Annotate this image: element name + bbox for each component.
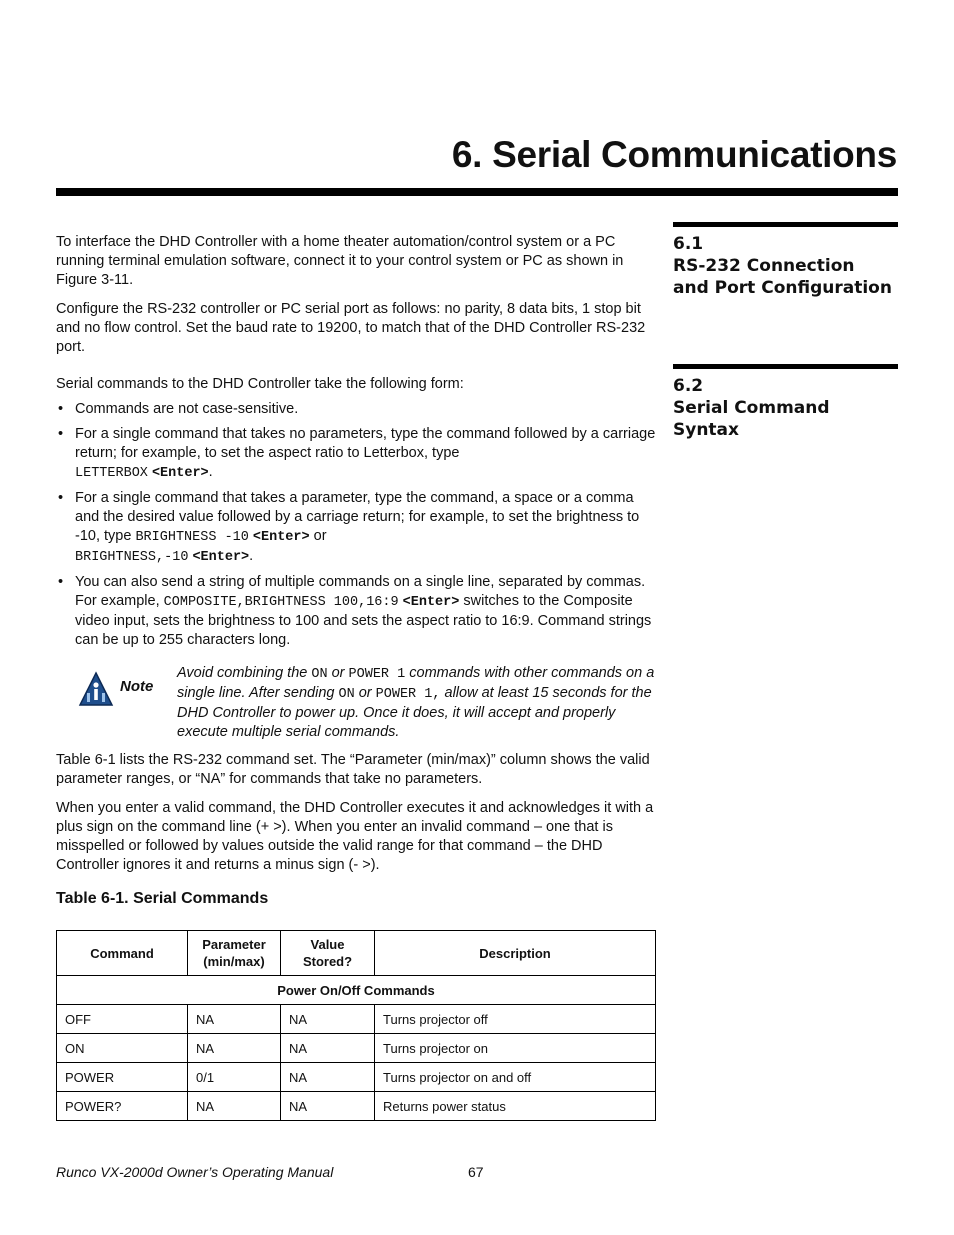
section-6-1-body	[56, 233, 656, 357]
section-number: 6.1	[673, 234, 704, 254]
cell: NA	[281, 1092, 375, 1121]
note-icon	[78, 671, 114, 707]
column-header: Parameter (min/max)	[188, 931, 281, 976]
footer-page-number: 67	[468, 1164, 484, 1180]
table-caption: Table 6-1. Serial Commands	[56, 890, 269, 907]
cell: ON	[57, 1034, 188, 1063]
chapter-rule	[56, 188, 898, 196]
paragraph-acknowledge: When you enter a valid command, the DHD Controller executes it and acknowledges it with a plus sign on the command line (+ >). When you enter an invalid command – one that is misspelled or followed by values outside the valid range for that command – the DHD Controller ignores it and returns a minus sign (- >).	[56, 800, 654, 873]
cell: Returns power status	[375, 1092, 656, 1121]
group-label: Power On/Off Commands	[57, 976, 656, 1005]
cell: POWER?	[57, 1092, 188, 1121]
cell: OFF	[57, 1005, 188, 1034]
cell: NA	[281, 1034, 375, 1063]
table-intro-body	[56, 751, 656, 875]
column-header: Description	[375, 931, 656, 976]
cell: Turns projector off	[375, 1005, 656, 1034]
list-item: • You can also send a string of multiple commands on a single line, separated by commas. For example, COMPOSITE,BRIGHTNESS 100,16:9 <Enter> switches to the Composite video input, sets the brightness to 100 and sets the aspect ratio to 16:9. Command strings can be up to 255 characters long.	[56, 573, 656, 650]
chapter-title: 6. Serial Communications	[451, 134, 897, 175]
cell: NA	[281, 1063, 375, 1092]
column-header: Value Stored?	[281, 931, 375, 976]
section-title-line: RS-232 Connection	[673, 256, 855, 276]
paragraph-configure: Configure the RS-232 controller or PC serial port as follows: no parity, 8 data bits, 1 stop bit and no flow control. Set the baud rate to 19200, to match that of the DHD Controller RS-232 port.	[56, 301, 646, 355]
cell: Turns projector on	[375, 1034, 656, 1063]
paragraph-table-intro: Table 6-1 lists the RS-232 command set. The “Parameter (min/max)” column shows the valid parameter ranges, or “NA” for commands that take no parameters.	[56, 752, 650, 787]
list-item: • Commands are not case-sensitive.	[56, 400, 656, 419]
table-row	[57, 1005, 656, 1034]
section-6-2-rule	[673, 364, 898, 369]
section-6-2-body	[56, 375, 656, 650]
section-title-line: Syntax	[673, 420, 739, 440]
cell: POWER	[57, 1063, 188, 1092]
cell: NA	[281, 1005, 375, 1034]
section-6-1-heading	[673, 233, 903, 299]
cell: NA	[188, 1034, 281, 1063]
cell: NA	[188, 1005, 281, 1034]
column-header: Command	[57, 931, 188, 976]
section-number: 6.2	[673, 376, 704, 396]
table-row	[57, 1063, 656, 1092]
section-6-1-rule	[673, 222, 898, 227]
section-title-line: Serial Command	[673, 398, 830, 418]
cell: NA	[188, 1092, 281, 1121]
table-group-row	[57, 976, 656, 1005]
note-text: Avoid combining the ON or POWER 1 commands with other commands on a single line. After sending ON or POWER 1, allow at least 15 seconds for the DHD Controller to power up. Once it does, it will accept and properly execute multiple serial commands.	[177, 665, 655, 740]
list-item: • For a single command that takes a parameter, type the command, a space or a comma and the desired value followed by a carriage return; for example, to set the brightness to -10, type BRIGHTNESS -10 <Enter> or BRIGHTNESS,-10 <Enter>.	[56, 489, 656, 567]
footer-manual-title: Runco VX-2000d Owner’s Operating Manual	[56, 1164, 334, 1180]
cell: 0/1	[188, 1063, 281, 1092]
section-title-line: and Port Configuration	[673, 278, 892, 298]
command-form-list	[56, 400, 656, 650]
paragraph-intro: Serial commands to the DHD Controller take the following form:	[56, 376, 464, 392]
table-row	[57, 1034, 656, 1063]
table-header-row	[57, 931, 656, 976]
cell: Turns projector on and off	[375, 1063, 656, 1092]
note-label: Note	[120, 678, 154, 695]
list-item: • For a single command that takes no parameters, type the command followed by a carriage return; for example, to set the aspect ratio to Letterbox, type LETTERBOX <Enter>.	[56, 425, 656, 483]
table-row	[57, 1092, 656, 1121]
paragraph-interface: To interface the DHD Controller with a home theater automation/control system or a PC running terminal emulation software, connect it to your control system or PC as shown in Figure 3-11.	[56, 234, 624, 288]
section-6-2-heading	[673, 375, 903, 441]
serial-commands-table	[56, 930, 656, 1121]
